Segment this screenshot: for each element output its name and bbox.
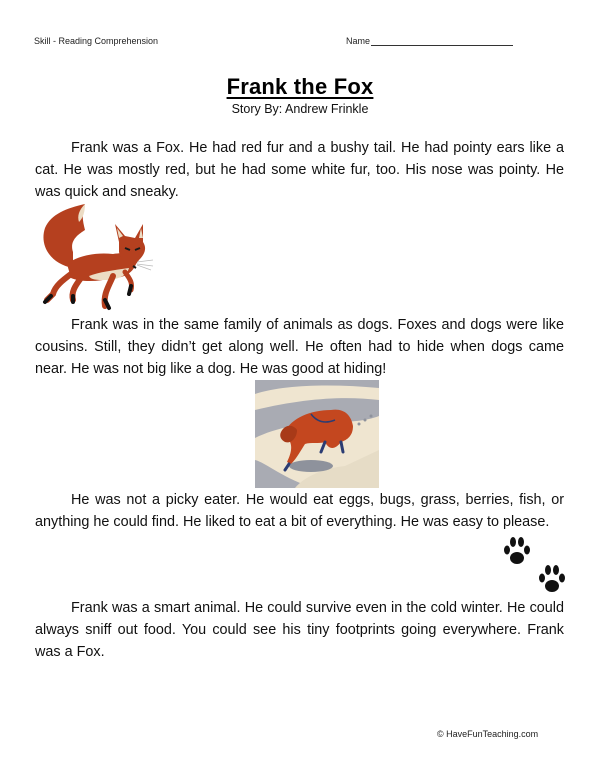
paw-print-icon	[503, 536, 531, 566]
story-paragraph-4: Frank was a smart animal. He could survive even in the cold winter. He could always sniff out food. You could see his tiny footprints going everywhere. Frank was a Fox.	[35, 600, 564, 660]
name-label: Name	[346, 36, 371, 46]
fox-illustration	[33, 202, 155, 312]
fox-in-snow-illustration	[255, 380, 379, 488]
story-paragraph-1: Frank was a Fox. He had red fur and a bushy tail. He had pointy ears like a cat. He was mostly red, but he had some white fur, too. His nose was pointy. He was quick and sneaky.	[35, 140, 564, 200]
name-field[interactable]	[346, 36, 513, 46]
skill-label: Skill - Reading Comprehension	[34, 36, 159, 46]
story-paragraph-3: He was not a picky eater. He would eat eggs, bugs, grass, berries, fish, or anything he could find. He liked to eat a bit of everything. He was easy to please.	[35, 492, 564, 530]
copyright-footer: © HaveFunTeaching.com	[437, 729, 539, 739]
story-title: Frank the Fox	[226, 74, 374, 99]
fox-icon	[33, 202, 155, 312]
fox-snow-icon	[255, 380, 379, 488]
story-paragraph-2: Frank was in the same family of animals as dogs. Foxes and dogs were like cousins. Still, they didn’t get along well. He often had to hide when dogs came near. He was not big like a dog. He was good at hiding!	[35, 317, 564, 377]
name-blank-line[interactable]	[371, 37, 513, 46]
paw-print-icon	[538, 564, 566, 594]
story-byline: Story By: Andrew Frinkle	[231, 102, 369, 116]
